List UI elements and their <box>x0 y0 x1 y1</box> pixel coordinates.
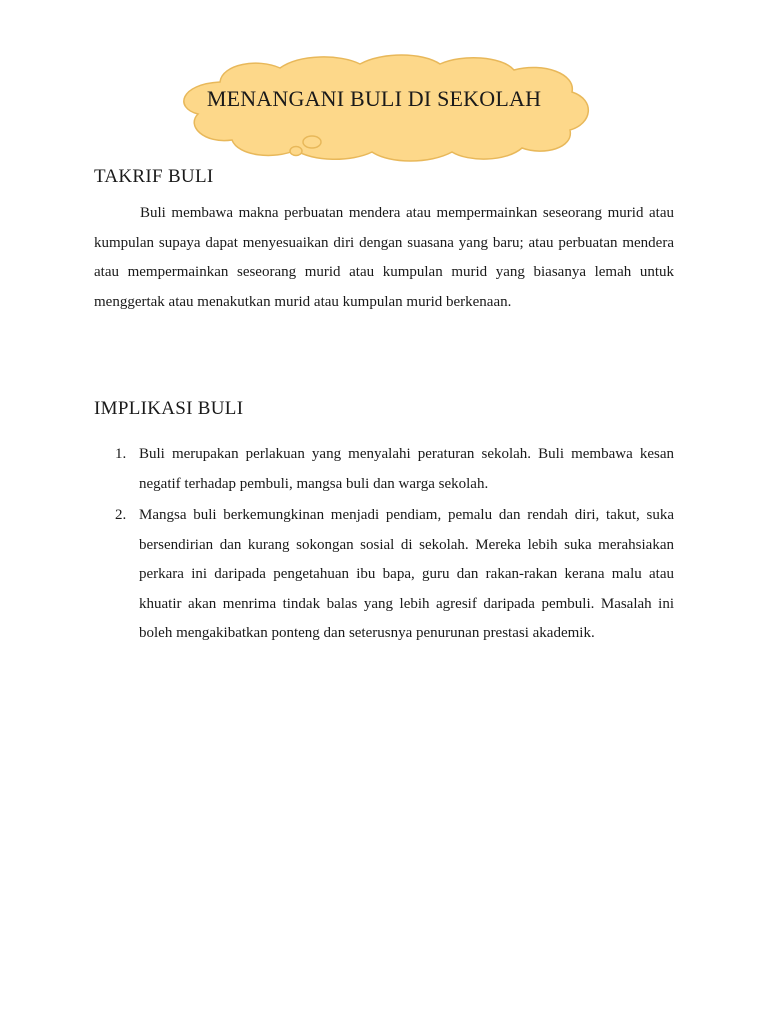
list-item-number: 1. <box>115 446 127 462</box>
list-item <box>94 501 674 649</box>
document-title: MENANGANI BULI DI SEKOLAH <box>206 86 542 111</box>
list-item-text: Mangsa buli berkemungkinan menjadi pendiam, pemalu dan rendah diri, takut, suka bersendirian dan kurang sokongan sosial di sekolah. Mereka lebih suka merahsiakan perkara ini daripada pengetahuan ibu bapa, guru dan rakan-rakan kerana malu atau khuatir akan menrima tindak balas yang lebih agresif daripada pembuli. Masalah ini boleh mengakibatkan ponteng dan seterusnya penurunan prestasi akademik. <box>139 507 674 641</box>
list-item <box>94 440 674 499</box>
list-item-text: Buli merupakan perlakuan yang menyalahi peraturan sekolah. Buli membawa kesan negatif terhadap pembuli, mangsa buli dan warga sekolah. <box>139 446 674 492</box>
list-item-number: 2. <box>115 507 127 523</box>
takrif-heading: TAKRIF BULI <box>94 166 214 187</box>
takrif-paragraph: Buli membawa makna perbuatan mendera atau mempermainkan seseorang murid atau kumpulan supaya dapat menyesuaikan diri dengan suasana yang baru; atau perbuatan mendera atau mempermainkan seseorang murid atau kumpulan murid yang biasanya lemah untuk menggertak atau menakutkan murid atau kumpulan murid berkenaan. <box>94 205 674 310</box>
implikasi-heading: IMPLIKASI BULI <box>94 398 244 419</box>
implikasi-list <box>94 440 674 651</box>
title-cloud-callout <box>160 52 600 164</box>
